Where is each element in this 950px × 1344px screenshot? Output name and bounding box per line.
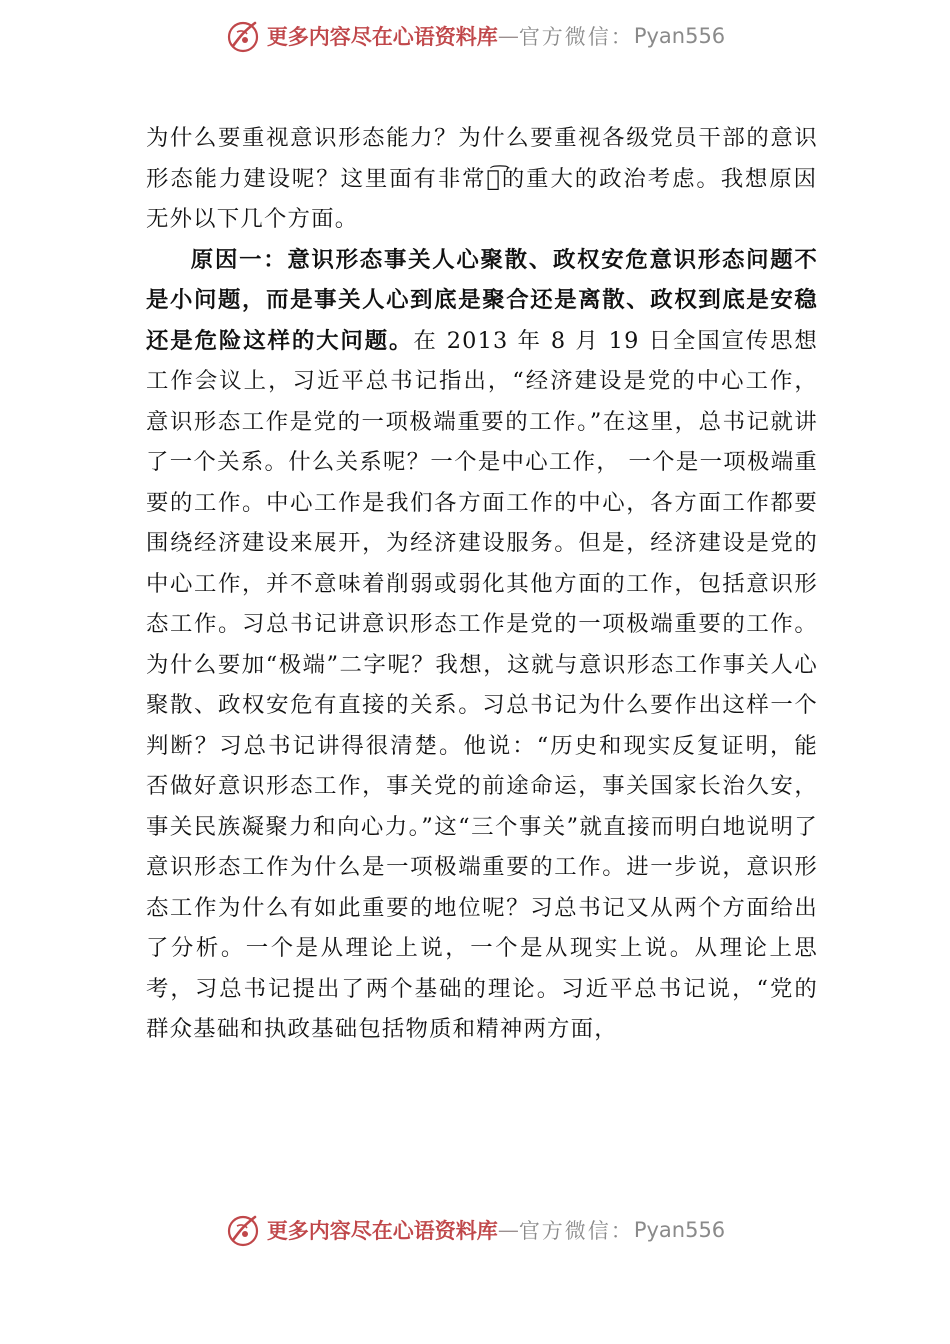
footer-brand-text: 更多内容尽在心语资料库 (266, 1218, 498, 1243)
header-brand-text: 更多内容尽在心语资料库 (266, 24, 498, 49)
header-wechat-id: Pyan556 (633, 24, 726, 48)
footer-banner (0, 1208, 950, 1252)
header-banner (0, 14, 950, 58)
document-body (146, 118, 818, 1050)
header-wechat-label: 官方微信： (518, 25, 634, 49)
paragraph-intro: 为什么要重视意识形态能力？为什么要重视各级党员干部的意识形态能力建设呢？这里面有非常深͡的重大的政治考虑。我想原因无外以下几个方面。 (146, 125, 818, 232)
reason-one-heading: 原因一：意识形态事关人心聚散、政权安危意识形态问题不是小问题，而是事关人心到底是聚合还是离散、政权到底是安稳还是危险这样的大问题。 (146, 246, 818, 354)
reason-one-text: 在 2013 年 8 月 19 日全国宣传思想工作会议上，习近平总书记指出，“经济建设是党的中心工作，意识形态工作是党的一项极端重要的工作。”在这里，总书记就讲了一个关系。什么关系呢？一个是中心工作， 一个是一项极端重要的工作。中心工作是我们各方面工作的中心，各方面工作都要围绕经济建设来展开，为经济建设服务。但是，经济建设是党的中心工作，并不意味着削弱或弱化其他方面的工作，包括意识形态工作。习总书记讲意识形态工作是党的一项极端重要的工作。为什么要加“极端”二字呢？我想，这就与意识形态工作事关人心聚散、政权安危有直接的关系。习总书记为什么要作出这样一个判断？习总书记讲得很清楚。他说：“历史和现实反复证明，能否做好意识形态工作，事关党的前途命运，事关国家长治久安，事关民族凝聚力和向心力。”这“三个事关”就直接而明白地说明了意识形态工作为什么是一项极端重要的工作。进一步说，意识形态工作为什么有如此重要的地位呢？习总书记又从两个方面给出了分析。一个是从理论上说，一个是从现实上说。从理论上思考，习总书记提出了两个基础的理论。习近平总书记说，“党的群众基础和执政基础包括物质和精神两方面， (146, 327, 818, 1042)
footer-wechat-label: 官方微信： (518, 1219, 634, 1243)
footer-separator: — (497, 1218, 519, 1242)
footer-wechat-id: Pyan556 (633, 1218, 726, 1242)
paragraph-reason-one (146, 240, 818, 1050)
brand-logo-icon (225, 1212, 261, 1248)
brand-logo-icon (225, 18, 261, 54)
header-separator: — (497, 24, 519, 48)
